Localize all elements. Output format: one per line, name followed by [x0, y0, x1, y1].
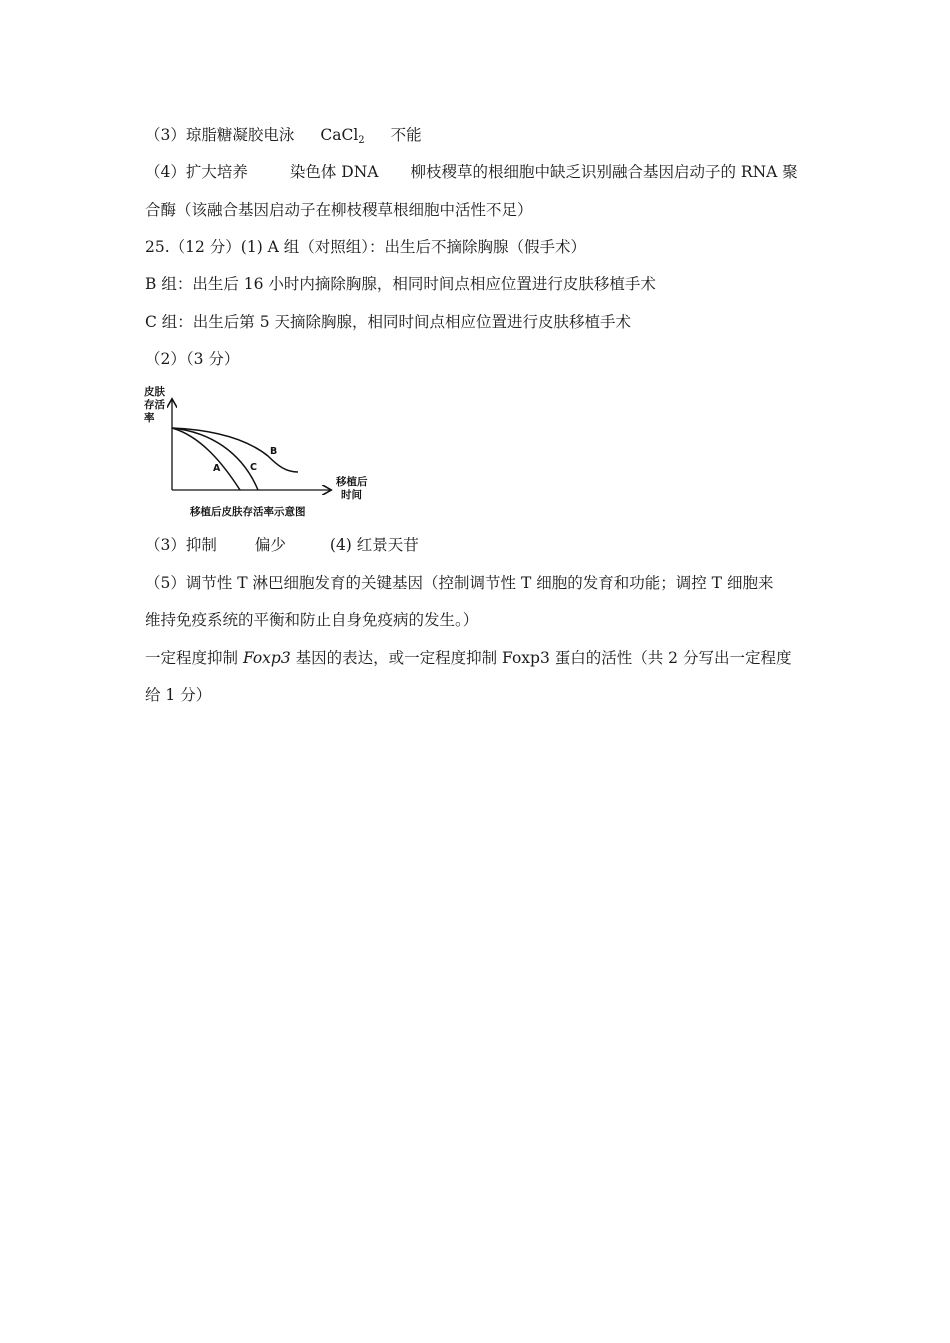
answer-line-5-scoring — [145, 647, 791, 669]
series-label-a: A — [213, 463, 221, 474]
answer-4-part-b: 染色体 DNA — [289, 163, 379, 181]
y-axis-label-line-3: 率 — [144, 412, 155, 424]
answer-3-subscript: 2 — [358, 135, 365, 146]
curve-b — [172, 428, 298, 472]
curve-c — [172, 428, 258, 490]
answer-4-part-a: （4）扩大培养 — [145, 163, 248, 181]
scoring-part-a: 一定程度抑制 — [145, 649, 243, 667]
x-axis-label-line-2: 时间 — [341, 489, 362, 501]
x-axis-label-line-1: 移植后 — [336, 476, 368, 488]
answer-line-5: （5）调节性 T 淋巴细胞发育的关键基因（控制调节性 T 细胞的发育和功能；调控 T 细胞来 — [145, 574, 774, 592]
answer-3-part-c: 不能 — [390, 126, 422, 144]
series-label-b: B — [270, 446, 278, 457]
chart-title: 移植后皮肤存活率示意图 — [190, 506, 306, 518]
series-label-c: C — [250, 462, 257, 473]
y-axis-label-line-2: 存活 — [144, 399, 165, 411]
answer-line-4-cont: 合酶（该融合基因启动子在柳枝稷草根细胞中活性不足） — [145, 201, 533, 219]
question-25-group-c: C 组：出生后第 5 天摘除胸腺，相同时间点相应位置进行皮肤移植手术 — [145, 313, 632, 331]
gene-name-foxp3: Foxp3 — [242, 649, 291, 667]
answer-4-salidroside: (4) 红景天苷 — [329, 536, 419, 554]
question-25-line-1: 25.（12 分）(1) A 组（对照组）：出生后不摘除胸腺（假手术） — [145, 238, 587, 256]
answer-line-5-scoring-cont: 给 1 分） — [145, 686, 212, 704]
answer-3-inhibit: （3）抑制 — [145, 536, 217, 554]
answer-line-5-cont: 维持免疫系统的平衡和防止自身免疫病的发生。） — [145, 611, 479, 629]
answer-3-part-a: （3）琼脂糖凝胶电泳 — [145, 126, 295, 144]
answer-3-fewer: 偏少 — [254, 536, 286, 554]
answer-3-part-b: CaCl — [320, 126, 359, 144]
scoring-part-b: 基因的表达，或一定程度抑制 Foxp3 蛋白的活性（共 2 分写出一定程度 — [290, 649, 792, 667]
question-25-part-2: （2）（3 分） — [145, 350, 240, 368]
y-axis-label-line-1: 皮肤 — [144, 386, 165, 398]
answer-line-3 — [145, 124, 422, 152]
answer-line-4 — [145, 161, 798, 183]
answer-line-3-4 — [145, 534, 419, 556]
skin-survival-chart — [138, 384, 378, 524]
question-25-group-b: B 组：出生后 16 小时内摘除胸腺，相同时间点相应位置进行皮肤移植手术 — [145, 275, 656, 293]
answer-4-part-c: 柳枝稷草的根细胞中缺乏识别融合基因启动子的 RNA 聚 — [410, 163, 798, 181]
